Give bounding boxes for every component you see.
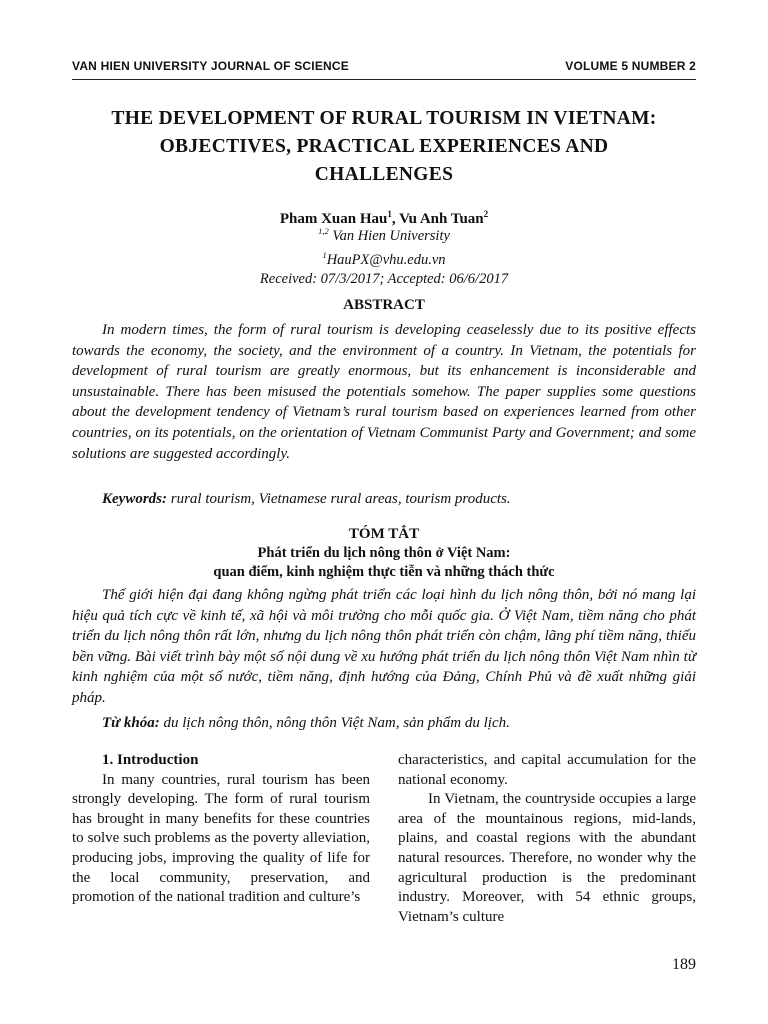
author-2-marker: 2 [483,209,489,219]
paper-title [60,105,708,189]
vietnamese-title-line-1: Phát triển du lịch nông thôn ở Việt Nam: [257,545,511,561]
vietnamese-title-line-2: quan điểm, kinh nghiệm thực tiễn và những thách thức [213,564,555,580]
vietnamese-title [72,544,696,582]
author-2: Vu Anh Tuan [399,211,484,227]
journal-name: VAN HIEN UNIVERSITY JOURNAL OF SCIENCE [72,59,349,73]
running-header [72,59,696,73]
vietnamese-keywords-value: du lịch nông thôn, nông thôn Việt Nam, sản phẩm du lịch. [159,715,510,731]
section-heading: 1. Introduction [102,752,199,768]
header-divider [72,79,696,80]
abstract-text: In modern times, the form of rural tourism is developing ceaselessly due to its positive effects towards the economy, the society, and the environment of a country. In Vietnam, the potentials for development of rural tourism are greatly enormous, but its enhancement is inconsiderable and unsustainable. There has been misused the potentials somehow. The paper supplies some questions about the development tendency of Vietnam’s rural tourism based on experiences learned from other countries, on its potentials, on the orientation of Vietnam Communist Party and Government; and some solutions are suggested accordingly. [72,322,696,462]
received-accepted-dates: Received: 07/3/2017; Accepted: 06/6/2017 [259,270,509,287]
author-1-marker: 1 [387,209,392,219]
vietnamese-keywords-label: Từ khóa: [102,715,160,731]
author-email[interactable]: HauPX@vhu.edu.vn [326,251,446,268]
abstract-heading: ABSTRACT [343,297,425,313]
body-paragraph: In many countries, rural tourism has been strongly developing. The form of rural tourism has brought in many benefits for these countries to solve such problems as the poverty alleviation, producing jobs, improving the quality of life for the local community, preservation, and promotion of the national tradition and culture’s [72,771,370,906]
affiliation-block [72,222,696,289]
university-name: Van Hien University [328,227,450,244]
affiliation-email-line [72,246,696,270]
tomtat-text: Thế giới hiện đại đang không ngừng phát triển các loại hình du lịch nông thôn, bởi nó mang lại hiệu quả tích cực về kinh tế, xã hội và môi trường cho mỗi quốc gia. Ở Việt Nam, tiềm năng cho phát triển du lịch nông thôn rất lớn, nhưng du lịch nông thôn phát triển còn chậm, lãng phí tiềm năng, thiếu bền vững. Bài viết trình bày một số nội dung về xu hướng phát triển du lịch nông thôn Việt Nam nhìn từ kinh nghiệm của một số nước, tiềm năng, định hướng của Đảng, Chính Phủ và đề xuất những giải pháp. [72,587,696,706]
title-line-1: THE DEVELOPMENT OF RURAL TOURISM IN VIETNAM: [111,108,657,129]
email-marker: 1 [322,249,327,260]
tomtat-heading: TÓM TẮT [348,526,420,542]
keywords-label: Keywords: [102,491,167,507]
keywords-value: rural tourism, Vietnamese rural areas, tourism products. [167,491,511,507]
author-1: Pham Xuan Hau [279,211,388,227]
body-column-right [398,751,696,927]
vietnamese-keywords-line [72,713,696,733]
page-number: 189 [672,956,696,973]
affiliation-university-line [72,222,696,246]
author-separator: , [391,211,400,227]
title-line-2: OBJECTIVES, PRACTICAL EXPERIENCES AND [159,136,609,157]
body-column-left [72,751,370,908]
body-paragraph-continued: characteristics, and capital accumulation for the national economy. [398,752,696,788]
affiliation-marker: 1,2 [318,226,329,236]
keywords-line [72,489,696,509]
body-paragraph: In Vietnam, the countryside occupies a large area of the mountainous regions, mid-lands, plains, and coastal regions with the abundant natural resources. Therefore, no wonder why the agricultural production is the predominant industry. Moreover, with 54 ethnic groups, Vietnam’s culture [398,791,696,925]
title-line-3: CHALLENGES [314,164,454,185]
volume-number: VOLUME 5 NUMBER 2 [565,59,696,73]
